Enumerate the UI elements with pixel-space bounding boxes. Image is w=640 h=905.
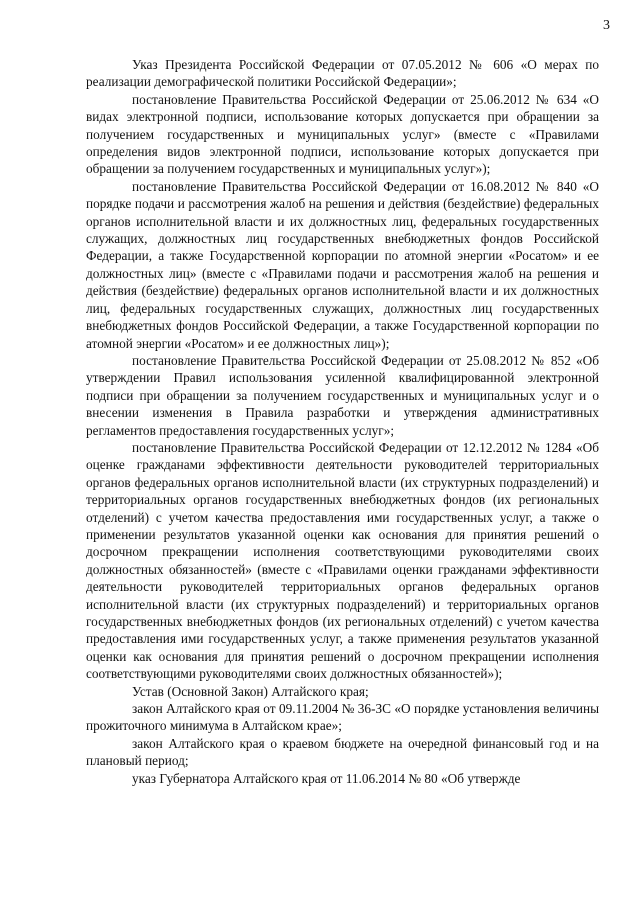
paragraph-altai-charter: Устав (Основной Закон) Алтайского края; <box>132 683 369 699</box>
page-number: 3 <box>603 18 610 33</box>
paragraph-resolution-1284: постановление Правительства Российской Федерации от 12.12.2012 № 1284 «Об оценке гражданами эффективности деятельности руководителей территориальных органов федеральных органов исполнительной власти (их структурных подразделений) и территориальных органов государственных внебюджетных фондов (их региональных отделений) с учетом качества предоставления ими государственных услуг, а также о применении результатов указанной оценки как основания для принятия решений о досрочном прекращении исполнения соответствующими руководителями своих должностных обязанностей» (вместе с «Правилами оценки гражданами эффективности деятельности руководителей территориальных органов федеральных органов исполнительной власти (их структурных подразделений) и территориальных органов государственных внебюджетных фондов (их региональных отделений) с учетом качества предоставления ими государственных услуг, а также применения результатов указанной оценки как основания для принятия решений о досрочном прекращении исполнения соответствующими руководителями своих должностных обязанностей»); <box>86 439 599 682</box>
paragraph-altai-budget-law: закон Алтайского края о краевом бюджете на очередной финансовый год и на плановый период; <box>86 735 599 769</box>
paragraph-resolution-852: постановление Правительства Российской Федерации от 25.08.2012 № 852 «Об утверждении Правил использования усиленной квалифицированной электронной подписи при обращении за получением государственных и муниципальных услуг и о внесении изменения в Правила разработки и утверждения административных регламентов предоставления государственных услуг»; <box>86 352 599 438</box>
paragraph-decree-606: Указ Президента Российской Федерации от 07.05.2012 № 606 «О мерах по реализации демографической политики Российской Федерации»; <box>86 57 599 90</box>
paragraph-altai-law-36: закон Алтайского края от 09.11.2004 № 36-ЗС «О порядке установления величины прожиточного минимума в Алтайском крае»; <box>86 701 599 734</box>
document-body <box>86 56 599 787</box>
paragraph-resolution-634: постановление Правительства Российской Федерации от 25.06.2012 № 634 «О видах электронной подписи, использование которых допускается при обращении за получением государственных и муниципальных услуг» (вместе с «Правилами определения видов электронной подписи, использование которых допускается при обращении за получением государственных и муниципальных услуг»); <box>86 91 599 177</box>
paragraph-resolution-840: постановление Правительства Российской Федерации от 16.08.2012 № 840 «О порядке подачи и рассмотрения жалоб на решения и действия (бездействие) федеральных органов исполнительной власти и их должностных лиц, федеральных государственных служащих, должностных лиц государственных внебюджетных фондов Российской Федерации, а также Государственной корпорации по атомной энергии «Росатом» и ее должностных лиц» (вместе с «Правилами подачи и рассмотрения жалоб на решения и действия (бездействие) федеральных органов исполнительной власти и их должностных лиц, федеральных государственных служащих, должностных лиц государственных внебюджетных фондов Российской Федерации, а также Государственной корпорации по атомной энергии «Росатом» и ее должностных лиц»); <box>86 178 599 351</box>
paragraph-governor-decree-80: указ Губернатора Алтайского края от 11.06.2014 № 80 «Об утвержде <box>132 770 521 786</box>
